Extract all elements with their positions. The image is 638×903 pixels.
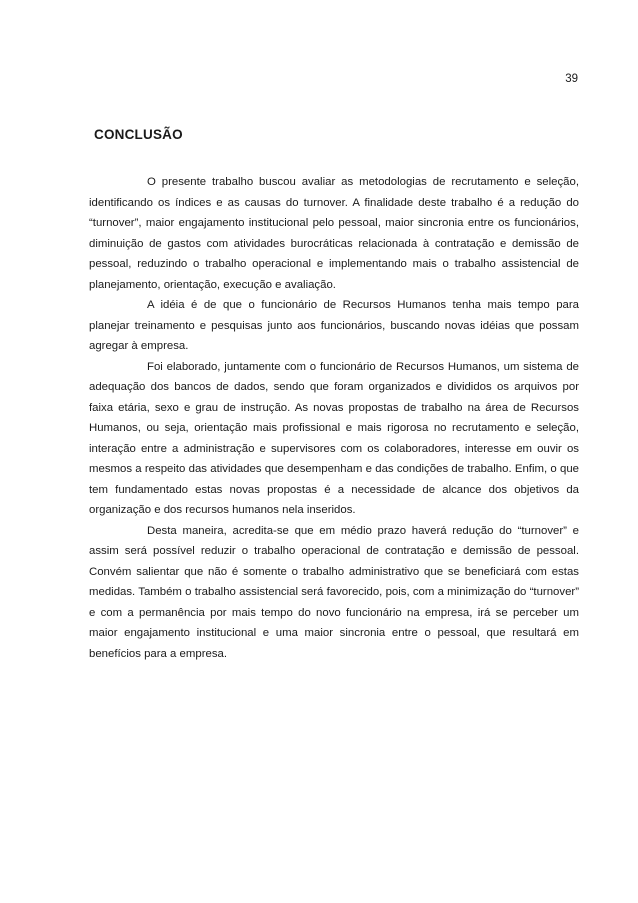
section-heading: CONCLUSÃO xyxy=(94,127,183,142)
paragraph-1: O presente trabalho buscou avaliar as metodologias de recrutamento e seleção, identificando os índices e as causas do turnover. A finalidade deste trabalho é a redução do “turnover”, maior engajamento institucional pelo pessoal, maior sincronia entre os funcionários, diminuição de gastos com atividades burocráticas relacionada à contratação e demissão de pessoal, reduzindo o trabalho operacional e implementando mais o trabalho assistencial de planejamento, orientação, execução e avaliação. xyxy=(89,176,579,291)
paragraph-4: Desta maneira, acredita-se que em médio prazo haverá redução do “turnover” e assim será possível reduzir o trabalho operacional de contratação e demissão de pessoal. Convém salientar que não é somente o trabalho administrativo que se beneficiará com estas medidas. Também o trabalho assistencial será favorecido, pois, com a minimização do “turnover” e com a permanência por mais tempo do novo funcionário na empresa, irá se perceber um maior engajamento institucional e uma maior sincronia entre o pessoal, que resultará em benefícios para a empresa. xyxy=(89,524,579,660)
body-text xyxy=(89,172,579,664)
paragraph-3: Foi elaborado, juntamente com o funcionário de Recursos Humanos, um sistema de adequação dos bancos de dados, sendo que foram organizados e divididos os arquivos por faixa etária, sexo e grau de instrução. As novas propostas de trabalho na área de Recursos Humanos, ou seja, orientação mais profissional e mais rigorosa no recrutamento e seleção, interação entre a administração e supervisores com os colaboradores, interesse em ouvir os mesmos a respeito das atividades que desempenham e das condições de trabalho. Enfim, o que tem fundamentado estas novas propostas é a necessidade de alcance dos objetivos da organização e dos recursos humanos nela inseridos. xyxy=(89,360,579,516)
page-number: 39 xyxy=(565,73,578,85)
paragraph-2: A idéia é de que o funcionário de Recursos Humanos tenha mais tempo para planejar treinamento e pesquisas junto aos funcionários, buscando novas idéias que possam agregar à empresa. xyxy=(89,299,579,352)
